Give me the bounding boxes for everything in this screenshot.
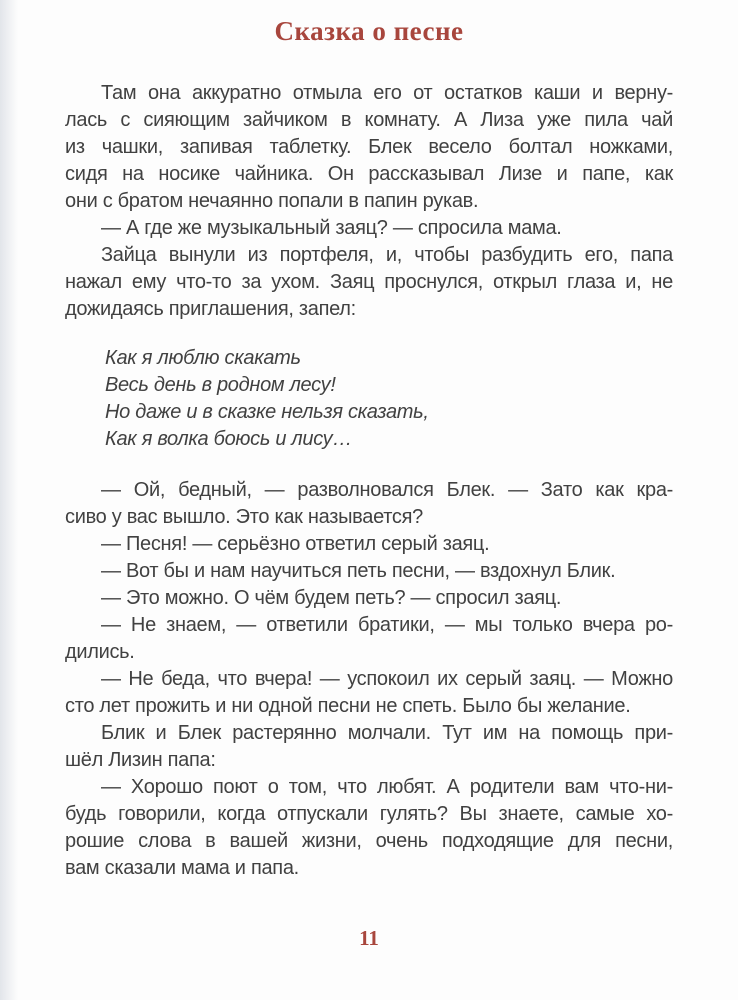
text-line: они с братом нечаянно попали в папин рукав. bbox=[65, 190, 479, 212]
text-line: будь говорили, когда отпускали гулять? Вы знаете, самые хо- bbox=[65, 803, 673, 825]
text-line: дожидаясь приглашения, запел: bbox=[65, 298, 356, 320]
text-line: — Не знаем, — ответили братики, — мы только вчера ро- bbox=[101, 614, 673, 636]
text-line: сиво у вас вышло. Это как называется? bbox=[65, 506, 423, 528]
text-line: Зайца вынули из портфеля, и, чтобы разбудить его, папа bbox=[101, 244, 673, 266]
page-number: 11 bbox=[359, 926, 379, 950]
text-line: — Ой, бедный, — разволновался Блек. — Зато как кра- bbox=[101, 479, 673, 501]
paragraph bbox=[65, 666, 673, 720]
text-line: сидя на носике чайника. Он рассказывал Лизе и папе, как bbox=[65, 163, 673, 185]
paragraph bbox=[65, 242, 673, 323]
text-line: шёл Лизин папа: bbox=[65, 749, 216, 771]
text-line: рошие слова в вашей жизни, очень подходящие для песни, bbox=[65, 830, 673, 852]
paragraph bbox=[65, 612, 673, 666]
paragraph bbox=[65, 215, 673, 242]
paragraph bbox=[65, 531, 673, 558]
text-line: дились. bbox=[65, 641, 135, 663]
text-line: — Вот бы и нам научиться петь песни, — вздохнул Блик. bbox=[101, 560, 616, 582]
text-line: Но даже и в сказке нельзя сказать, bbox=[105, 401, 429, 423]
text-line: сто лет прожить и ни одной песни не спеть. Было бы желание. bbox=[65, 695, 631, 717]
paragraph bbox=[65, 774, 673, 882]
text-line: лась с сияющим зайчиком в комнату. А Лиза уже пила чай bbox=[65, 109, 673, 131]
text-line: — Хорошо поют о том, что любят. А родители вам что-ни- bbox=[101, 776, 673, 798]
text-line: — Не беда, что вчера! — успокоил их серый заяц. — Можно bbox=[101, 668, 673, 690]
text-line: из чашки, запивая таблетку. Блек весело болтал ножками, bbox=[65, 136, 673, 158]
paragraph bbox=[65, 80, 673, 215]
text-line: — А где же музыкальный заяц? — спросила мама. bbox=[101, 217, 562, 239]
text-line: Блик и Блек растерянно молчали. Тут им на помощь при- bbox=[101, 722, 673, 744]
paragraph bbox=[65, 477, 673, 531]
text-line: Там она аккуратно отмыла его от остатков каши и верну- bbox=[101, 82, 673, 104]
text-line: вам сказали мама и папа. bbox=[65, 857, 299, 879]
page-edge-shadow bbox=[0, 0, 18, 1000]
paragraph bbox=[65, 585, 673, 612]
text-line: Как я волка боюсь и лису… bbox=[105, 428, 353, 450]
text-line: — Это можно. О чём будем петь? — спросил заяц. bbox=[101, 587, 562, 609]
text-blocks bbox=[65, 80, 673, 882]
text-line: нажал ему что-то за ухом. Заяц проснулся, открыл глаза и, не bbox=[65, 271, 673, 293]
paragraph bbox=[65, 720, 673, 774]
page-title: Сказка о песне bbox=[274, 16, 464, 46]
text-line: Как я люблю скакать bbox=[105, 347, 301, 369]
text-line: Весь день в родном лесу! bbox=[105, 374, 336, 396]
text-line: — Песня! — серьёзно ответил серый заяц. bbox=[101, 533, 490, 555]
verse-block bbox=[105, 345, 673, 453]
paragraph bbox=[65, 558, 673, 585]
